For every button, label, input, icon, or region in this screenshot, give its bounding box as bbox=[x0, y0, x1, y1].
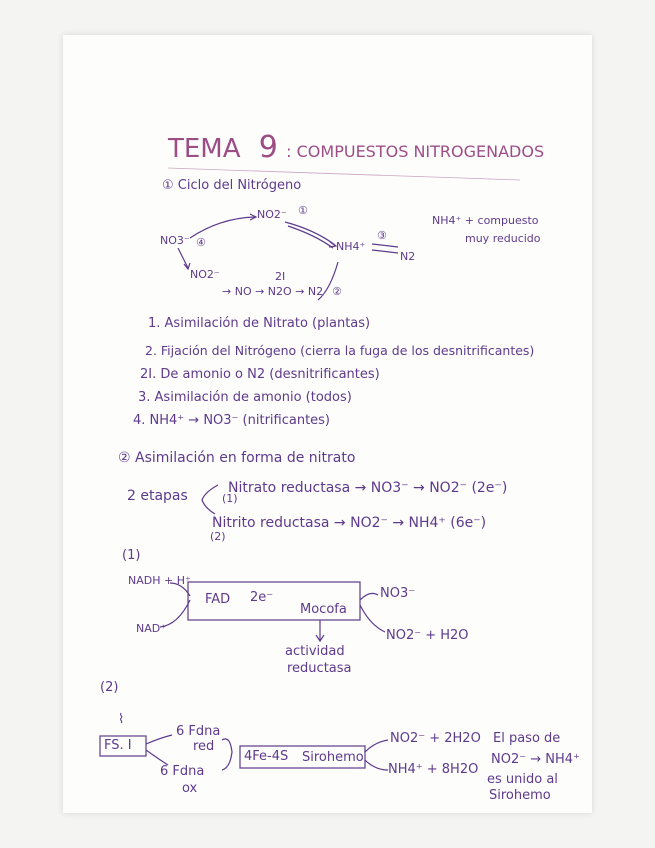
note-line-2: muy reducido bbox=[465, 232, 541, 245]
diagram2-tag: (2) bbox=[100, 680, 119, 695]
diagram2-fd-red-2: red bbox=[193, 739, 215, 754]
diagram2-note-4: Sirohemo bbox=[489, 788, 551, 803]
diagram2-fs1: FS. I bbox=[104, 738, 132, 753]
diagram2-4fe4s: 4Fe-4S bbox=[244, 749, 289, 764]
diagram2-note-3: es unido al bbox=[487, 772, 558, 787]
diagram2-note-2: NO2⁻ → NH4⁺ bbox=[491, 752, 580, 767]
title-rest: : COMPUESTOS NITROGENADOS bbox=[286, 142, 545, 161]
step-item: 3. Asimilación de amonio (todos) bbox=[138, 390, 352, 405]
diagram2-product-2: NH4⁺ + 8H2O bbox=[388, 762, 479, 777]
step-item: 2. Fijación del Nitrógeno (cierra la fuga de los desnitrificantes) bbox=[145, 343, 535, 358]
etapas-line-1: Nitrato reductasa → NO3⁻ → NO2⁻ (2e⁻) bbox=[228, 480, 508, 496]
etapas-label: 2 etapas bbox=[127, 488, 188, 504]
cycle-step-21: 2I bbox=[275, 270, 286, 283]
diagram1-nadh: NADH + H⁺ bbox=[128, 574, 191, 587]
cycle-n2-right: N2 bbox=[400, 250, 416, 263]
diagram2-fd-ox-2: ox bbox=[182, 781, 198, 796]
etapas-n2: (2) bbox=[210, 530, 226, 543]
cycle-nh4: NH4⁺ bbox=[336, 240, 366, 253]
diagram1-nad: NAD⁺ bbox=[136, 622, 167, 635]
cycle-no2-bottom: NO2⁻ bbox=[190, 268, 220, 281]
diagram2-note-1: El paso de bbox=[493, 731, 561, 746]
cycle-step-1: ① bbox=[298, 204, 308, 217]
section-asimilacion-heading: ② Asimilación en forma de nitrato bbox=[118, 450, 356, 466]
step-item: 1. Asimilación de Nitrato (plantas) bbox=[148, 316, 371, 331]
etapas-line-2: Nitrito reductasa → NO2⁻ → NH4⁺ (6e⁻) bbox=[212, 515, 487, 531]
diagram1-no3: NO3⁻ bbox=[380, 586, 416, 601]
cycle-step-3: ③ bbox=[377, 229, 387, 242]
diagram1-moco: Mocofa bbox=[300, 602, 347, 617]
diagram1-2e: 2e⁻ bbox=[250, 590, 274, 605]
diagram1-tag: (1) bbox=[122, 548, 141, 563]
step-item: 2I. De amonio o N2 (desnitrificantes) bbox=[140, 367, 380, 382]
diagram2-fd-red-1: 6 Fdna bbox=[176, 724, 221, 739]
diagram1-fad: FAD bbox=[205, 592, 231, 607]
page-title bbox=[168, 130, 544, 165]
diagram1-actividad: actividad bbox=[285, 644, 345, 659]
light-squiggle-icon: ⌇ bbox=[118, 712, 125, 727]
note-line-1: NH4⁺ + compuesto bbox=[432, 214, 539, 227]
title-tema: TEMA bbox=[168, 134, 241, 164]
section-ciclo-heading: ① Ciclo del Nitrógeno bbox=[162, 178, 302, 193]
cycle-chain: → NO → N2O → N2 bbox=[222, 285, 324, 298]
cycle-no2-top: NO2⁻ bbox=[257, 208, 287, 221]
step-item: 4. NH4⁺ → NO3⁻ (nitrificantes) bbox=[133, 413, 331, 428]
diagram2-sirohemo: Sirohemo bbox=[302, 750, 364, 765]
diagram1-reductasa: reductasa bbox=[287, 661, 352, 676]
title-number: 9 bbox=[258, 130, 278, 165]
diagram2-product-1: NO2⁻ + 2H2O bbox=[390, 731, 481, 746]
diagram2-fd-ox-1: 6 Fdna bbox=[160, 764, 205, 779]
cycle-step-4: ④ bbox=[196, 236, 206, 249]
cycle-step-2: ② bbox=[332, 285, 342, 298]
diagram1-product: NO2⁻ + H2O bbox=[386, 628, 469, 643]
cycle-no3: NO3⁻ bbox=[160, 234, 190, 247]
etapas-n1: (1) bbox=[222, 492, 238, 505]
